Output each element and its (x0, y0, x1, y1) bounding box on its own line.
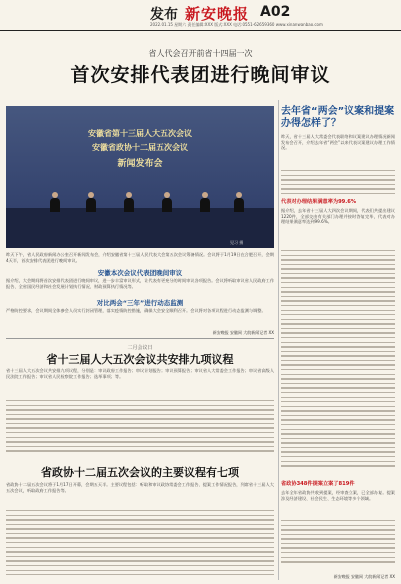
photo-credit: 见习 摄 (230, 240, 244, 245)
section2-title: 对比两会“三年”进行动态监测 (96, 299, 184, 307)
section2-text: 严格防控要求，会议期间全体参会人员实行封闭管理，落实疫情防控措施，确保大会安全顺利召开。会议将对各项议程进行动态监测与调整。 (6, 308, 266, 313)
photo-person (124, 198, 134, 212)
photo-banner-line2: 安徽省政协十二届五次会议 (92, 142, 188, 152)
body-text-lines (6, 510, 274, 579)
page-number: A02 (260, 4, 291, 20)
photo-person (50, 198, 60, 212)
body-text-lines (281, 250, 395, 470)
right-byline: 新安晚报 安徽网 大皖新闻记者 XX (333, 574, 395, 579)
lead-paragraph: 昨天下午，省人民政府新闻办公室召开新闻发布会，介绍安徽省第十三届人民代表大会第五次会议筹备情况。会议将于1月19日在合肥召开，会期4天半，首次安排代表团进行晚间审议。 (6, 252, 274, 263)
section3-text: 省十三届人大五次会议共安排九项议程，分别是：审议政府工作报告；审议计划报告；审议预算报告；审议省人大常委会工作报告；审议省高级人民法院工作报告；审议省人民检察院工作报告；选举事项；等。 (6, 368, 274, 379)
right-subtitle-2: 省政协348件提案立案了819件 (281, 481, 355, 487)
headline-kicker: 省人代会召开前省十四届一次 (148, 49, 253, 58)
right-text-3: 去年全年省政协共收到提案，经审查立案，已全部办复。提案涉及经济建设、社会民生、生态环境等多个领域。 (281, 490, 395, 501)
header-rule (0, 30, 401, 31)
newspaper-logo: 新安晚报 (185, 5, 250, 23)
press-conference-photo (6, 106, 274, 248)
photo-person (86, 198, 96, 212)
column-divider (278, 100, 279, 580)
section3-title: 省十三届人大五次会议共安排九项议程 (46, 353, 234, 366)
right-subtitle-1: 代表对办理结果满意率为99.6% (281, 199, 357, 205)
photo-banner-line3: 新闻发布会 (117, 159, 163, 169)
body-text-lines (281, 520, 395, 566)
photo-person (234, 198, 244, 212)
section1-text: 据介绍，大会期间将首次安排代表团进行晚间审议，进一步丰富审议形式，让代表有更充分的时间审议各项报告。会议将听取审议省人民政府工作报告、全省国民经济和社会发展计划执行情况、财政预算执行情况等。 (6, 278, 274, 289)
right-text-2: 据介绍，去年省十三届人大四次会议期间，代表们共提出建议1220件，全部交由有关部门办理并按时答复完毕，代表对办理结果满意率达到99.6%。 (281, 208, 395, 225)
right-headline: 去年省“两会”议案和提案办得怎样了？ (281, 106, 395, 129)
section-divider (6, 338, 274, 339)
photo-person (200, 198, 210, 212)
section3-kicker: 二月会议日 (127, 345, 153, 351)
photo-banner-line1: 安徽省第十三届人大五次会议 (88, 128, 192, 138)
byline: 新安晚报 安徽网 大皖新闻记者 XX (212, 330, 274, 335)
body-text-lines (6, 400, 274, 455)
section-name: 发布 (150, 7, 178, 23)
main-headline: 首次安排代表团进行晚间审议 (70, 64, 331, 86)
photo-person (162, 198, 172, 212)
section1-title: 安徽本次会议代表团晚间审议 (97, 269, 183, 277)
header-meta: 2022.01.15 星期六 责任编辑:XXX 版式:XXX 电话:0551-62659360 www.xinanwanbao.com (150, 22, 323, 27)
right-text-1: 昨天，省十三届人大常委会代表联络和议案建议办理情况新闻发布会召开，介绍去年省“两会”以来代表议案建议办理工作情况。 (281, 134, 395, 151)
section4-text: 省政协十二届五次会议将于1月17日开幕，会期五天半。主要议程包括：听取和审议政协常委会工作报告、提案工作情况报告，列席省十三届人大五次会议，听取政府工作报告等。 (6, 482, 274, 493)
body-text-lines (281, 170, 395, 197)
section4-title: 省政协十二届五次会议的主要议程有七项 (41, 466, 239, 479)
